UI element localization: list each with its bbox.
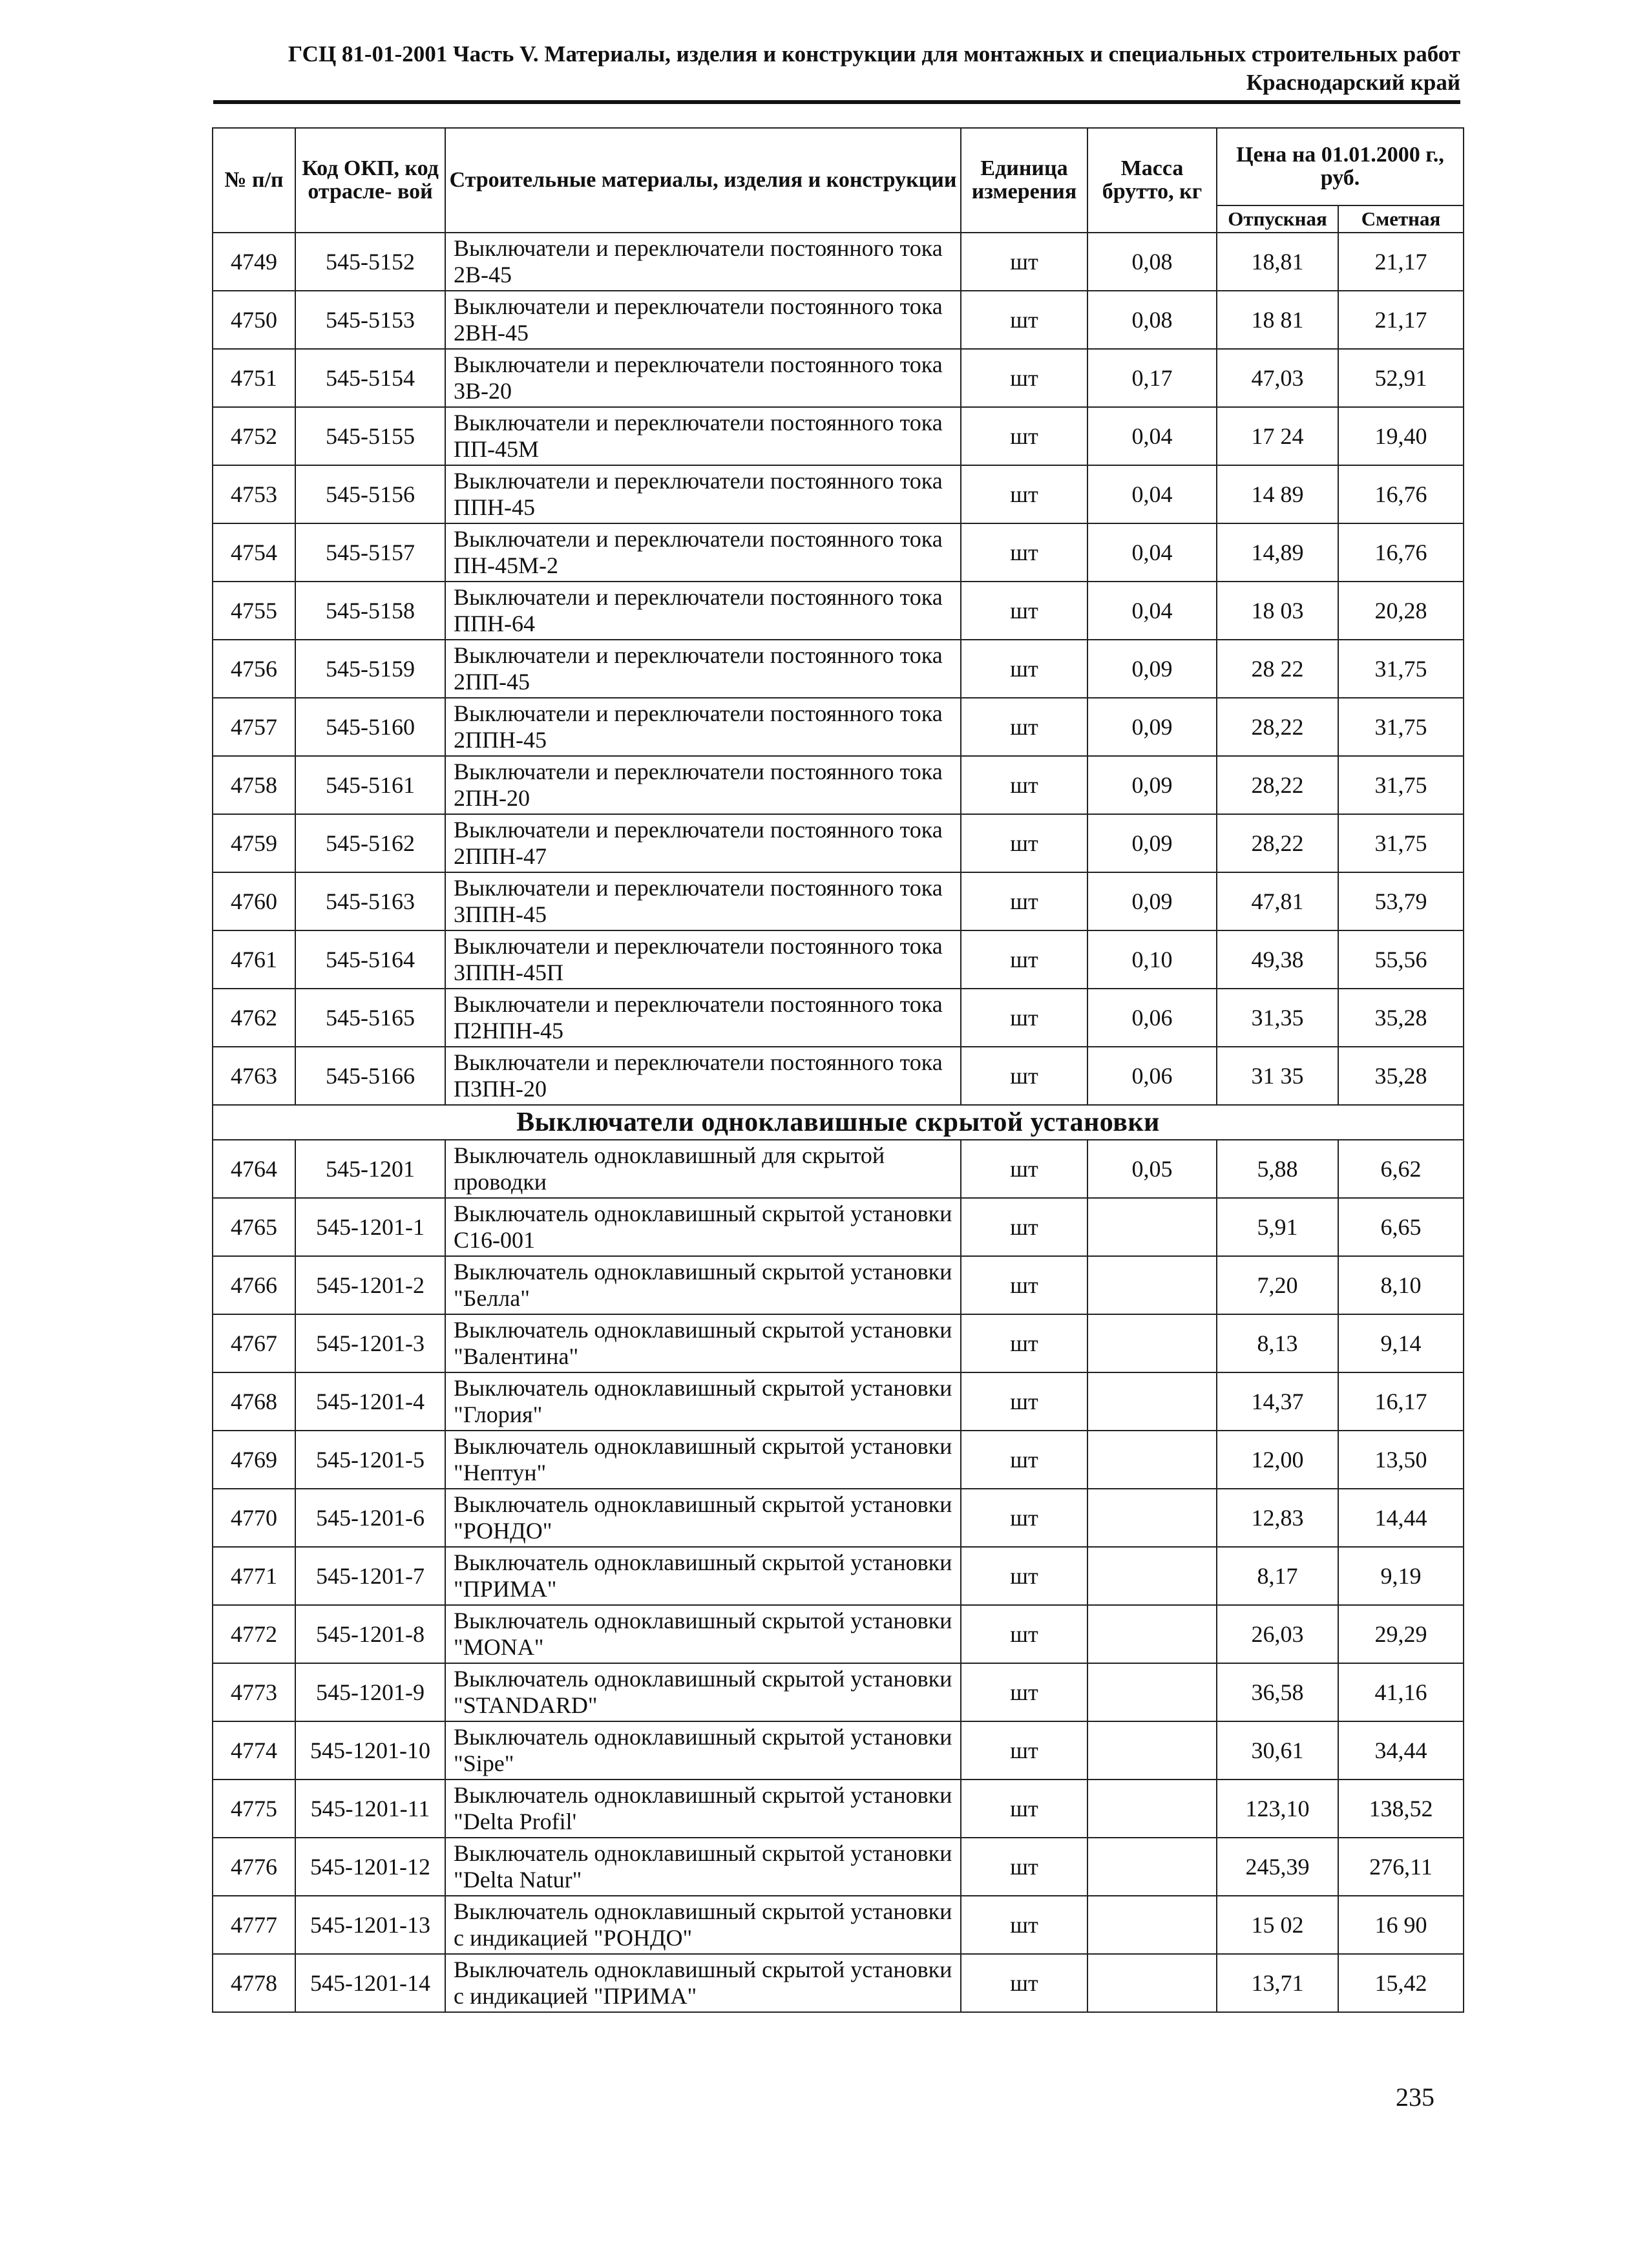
cell-code: 545-5153 bbox=[295, 291, 445, 349]
col-header-unit: Единица измерения bbox=[961, 128, 1087, 233]
cell-estimate: 9,19 bbox=[1338, 1547, 1464, 1605]
header-divider bbox=[213, 100, 1460, 104]
cell-num: 4759 bbox=[213, 814, 295, 872]
cell-estimate: 276,11 bbox=[1338, 1838, 1464, 1896]
cell-release: 12,00 bbox=[1217, 1431, 1338, 1489]
cell-code: 545-1201-5 bbox=[295, 1431, 445, 1489]
cell-unit: шт bbox=[961, 1314, 1087, 1372]
cell-unit: шт bbox=[961, 407, 1087, 465]
section-title: Выключатели одноклавишные скрытой установки bbox=[213, 1105, 1464, 1140]
cell-code: 545-5165 bbox=[295, 989, 445, 1047]
col-header-price: Цена на 01.01.2000 г., руб. bbox=[1217, 128, 1464, 205]
cell-estimate: 35,28 bbox=[1338, 1047, 1464, 1105]
cell-num: 4762 bbox=[213, 989, 295, 1047]
cell-release: 28,22 bbox=[1217, 756, 1338, 814]
cell-name: Выключатель одноклавишный скрытой установки "Глория" bbox=[445, 1372, 961, 1431]
cell-code: 545-5154 bbox=[295, 349, 445, 407]
table-row bbox=[213, 1198, 1464, 1256]
cell-release: 14 89 bbox=[1217, 465, 1338, 523]
cell-name: Выключатель одноклавишный скрытой установки "Валентина" bbox=[445, 1314, 961, 1372]
cell-mass bbox=[1087, 1896, 1217, 1954]
cell-name: Выключатели и переключатели постоянного тока 2В-45 bbox=[445, 233, 961, 291]
table-row bbox=[213, 1140, 1464, 1198]
cell-release: 18 81 bbox=[1217, 291, 1338, 349]
cell-mass bbox=[1087, 1431, 1217, 1489]
cell-name: Выключатель одноклавишный скрытой установки "STANDARD" bbox=[445, 1663, 961, 1721]
cell-mass bbox=[1087, 1721, 1217, 1780]
cell-estimate: 16,76 bbox=[1338, 465, 1464, 523]
cell-estimate: 21,17 bbox=[1338, 291, 1464, 349]
cell-release: 8,13 bbox=[1217, 1314, 1338, 1372]
cell-release: 18,81 bbox=[1217, 233, 1338, 291]
table-row bbox=[213, 814, 1464, 872]
cell-unit: шт bbox=[961, 1780, 1087, 1838]
cell-estimate: 35,28 bbox=[1338, 989, 1464, 1047]
cell-mass: 0,04 bbox=[1087, 523, 1217, 582]
cell-name: Выключатель одноклавишный скрытой установки с индикацией "РОНДО" bbox=[445, 1896, 961, 1954]
cell-unit: шт bbox=[961, 1372, 1087, 1431]
cell-release: 5,91 bbox=[1217, 1198, 1338, 1256]
cell-release: 36,58 bbox=[1217, 1663, 1338, 1721]
cell-release: 245,39 bbox=[1217, 1838, 1338, 1896]
cell-code: 545-1201-7 bbox=[295, 1547, 445, 1605]
cell-release: 49,38 bbox=[1217, 930, 1338, 989]
table-row bbox=[213, 640, 1464, 698]
cell-release: 30,61 bbox=[1217, 1721, 1338, 1780]
cell-estimate: 19,40 bbox=[1338, 407, 1464, 465]
cell-code: 545-5159 bbox=[295, 640, 445, 698]
cell-estimate: 138,52 bbox=[1338, 1780, 1464, 1838]
price-table bbox=[212, 127, 1464, 2013]
cell-code: 545-5161 bbox=[295, 756, 445, 814]
cell-code: 545-5163 bbox=[295, 872, 445, 930]
cell-estimate: 53,79 bbox=[1338, 872, 1464, 930]
cell-code: 545-1201-12 bbox=[295, 1838, 445, 1896]
cell-code: 545-1201-6 bbox=[295, 1489, 445, 1547]
cell-mass: 0,09 bbox=[1087, 814, 1217, 872]
cell-unit: шт bbox=[961, 1547, 1087, 1605]
cell-release: 12,83 bbox=[1217, 1489, 1338, 1547]
cell-num: 4769 bbox=[213, 1431, 295, 1489]
table-row bbox=[213, 989, 1464, 1047]
cell-num: 4757 bbox=[213, 698, 295, 756]
cell-unit: шт bbox=[961, 233, 1087, 291]
cell-code: 545-1201-4 bbox=[295, 1372, 445, 1431]
table-row bbox=[213, 1663, 1464, 1721]
cell-release: 28,22 bbox=[1217, 814, 1338, 872]
table-row bbox=[213, 1954, 1464, 2012]
cell-unit: шт bbox=[961, 1605, 1087, 1663]
cell-name: Выключатель одноклавишный скрытой установки "Delta Profil' bbox=[445, 1780, 961, 1838]
cell-name: Выключатели и переключатели постоянного тока 2ПП-45 bbox=[445, 640, 961, 698]
cell-name: Выключатели и переключатели постоянного тока 2ППН-47 bbox=[445, 814, 961, 872]
cell-unit: шт bbox=[961, 640, 1087, 698]
cell-num: 4750 bbox=[213, 291, 295, 349]
cell-release: 14,89 bbox=[1217, 523, 1338, 582]
cell-estimate: 31,75 bbox=[1338, 814, 1464, 872]
cell-code: 545-5162 bbox=[295, 814, 445, 872]
cell-estimate: 13,50 bbox=[1338, 1431, 1464, 1489]
cell-name: Выключатель одноклавишный скрытой установки "Sipe" bbox=[445, 1721, 961, 1780]
cell-unit: шт bbox=[961, 349, 1087, 407]
cell-estimate: 41,16 bbox=[1338, 1663, 1464, 1721]
cell-num: 4763 bbox=[213, 1047, 295, 1105]
cell-unit: шт bbox=[961, 1489, 1087, 1547]
cell-mass: 0,08 bbox=[1087, 233, 1217, 291]
cell-code: 545-5155 bbox=[295, 407, 445, 465]
cell-estimate: 55,56 bbox=[1338, 930, 1464, 989]
header-region: Краснодарский край bbox=[1246, 70, 1460, 95]
cell-mass: 0,08 bbox=[1087, 291, 1217, 349]
table-row bbox=[213, 1896, 1464, 1954]
cell-name: Выключатель одноклавишный скрытой установки "ПРИМА" bbox=[445, 1547, 961, 1605]
cell-mass bbox=[1087, 1838, 1217, 1896]
header-title: ГСЦ 81-01-2001 Часть V. Материалы, изделия и конструкции для монтажных и специальных строительных работ bbox=[288, 41, 1460, 67]
table-row bbox=[213, 407, 1464, 465]
table-row bbox=[213, 465, 1464, 523]
table-row bbox=[213, 1780, 1464, 1838]
cell-unit: шт bbox=[961, 872, 1087, 930]
cell-name: Выключатель одноклавишный для скрытой проводки bbox=[445, 1140, 961, 1198]
cell-unit: шт bbox=[961, 1896, 1087, 1954]
cell-estimate: 14,44 bbox=[1338, 1489, 1464, 1547]
cell-name: Выключатель одноклавишный скрытой установки "MONA" bbox=[445, 1605, 961, 1663]
cell-mass: 0,10 bbox=[1087, 930, 1217, 989]
table-row bbox=[213, 872, 1464, 930]
cell-unit: шт bbox=[961, 523, 1087, 582]
cell-code: 545-5164 bbox=[295, 930, 445, 989]
cell-name: Выключатели и переключатели постоянного тока 3ППН-45П bbox=[445, 930, 961, 989]
cell-release: 28,22 bbox=[1217, 698, 1338, 756]
cell-name: Выключатель одноклавишный скрытой установки "Нептун" bbox=[445, 1431, 961, 1489]
cell-name: Выключатели и переключатели постоянного тока П2НПН-45 bbox=[445, 989, 961, 1047]
cell-code: 545-5160 bbox=[295, 698, 445, 756]
cell-estimate: 6,65 bbox=[1338, 1198, 1464, 1256]
cell-num: 4770 bbox=[213, 1489, 295, 1547]
page-number: 235 bbox=[1396, 2083, 1434, 2112]
cell-mass bbox=[1087, 1198, 1217, 1256]
cell-num: 4761 bbox=[213, 930, 295, 989]
cell-release: 5,88 bbox=[1217, 1140, 1338, 1198]
cell-unit: шт bbox=[961, 814, 1087, 872]
cell-code: 545-1201-11 bbox=[295, 1780, 445, 1838]
cell-name: Выключатели и переключатели постоянного тока ПП-45М bbox=[445, 407, 961, 465]
cell-num: 4768 bbox=[213, 1372, 295, 1431]
table-row bbox=[213, 1431, 1464, 1489]
cell-unit: шт bbox=[961, 1838, 1087, 1896]
cell-estimate: 52,91 bbox=[1338, 349, 1464, 407]
cell-code: 545-5157 bbox=[295, 523, 445, 582]
cell-estimate: 9,14 bbox=[1338, 1314, 1464, 1372]
cell-mass bbox=[1087, 1605, 1217, 1663]
cell-unit: шт bbox=[961, 989, 1087, 1047]
cell-name: Выключатели и переключатели постоянного тока ППН-45 bbox=[445, 465, 961, 523]
cell-code: 545-1201-1 bbox=[295, 1198, 445, 1256]
cell-num: 4751 bbox=[213, 349, 295, 407]
cell-num: 4754 bbox=[213, 523, 295, 582]
cell-mass: 0,09 bbox=[1087, 698, 1217, 756]
page-header bbox=[213, 40, 1460, 97]
cell-release: 15 02 bbox=[1217, 1896, 1338, 1954]
cell-mass bbox=[1087, 1314, 1217, 1372]
cell-name: Выключатель одноклавишный скрытой установки с индикацией "ПРИМА" bbox=[445, 1954, 961, 2012]
cell-name: Выключатели и переключатели постоянного тока 2ПН-20 bbox=[445, 756, 961, 814]
table-row bbox=[213, 756, 1464, 814]
cell-unit: шт bbox=[961, 1140, 1087, 1198]
cell-num: 4774 bbox=[213, 1721, 295, 1780]
table-row bbox=[213, 1314, 1464, 1372]
table-body bbox=[213, 233, 1464, 2012]
cell-unit: шт bbox=[961, 291, 1087, 349]
cell-estimate: 6,62 bbox=[1338, 1140, 1464, 1198]
cell-estimate: 16,76 bbox=[1338, 523, 1464, 582]
cell-estimate: 15,42 bbox=[1338, 1954, 1464, 2012]
cell-mass bbox=[1087, 1780, 1217, 1838]
cell-num: 4753 bbox=[213, 465, 295, 523]
cell-unit: шт bbox=[961, 1663, 1087, 1721]
cell-release: 47,03 bbox=[1217, 349, 1338, 407]
cell-unit: шт bbox=[961, 582, 1087, 640]
cell-unit: шт bbox=[961, 465, 1087, 523]
cell-mass: 0,17 bbox=[1087, 349, 1217, 407]
cell-mass bbox=[1087, 1372, 1217, 1431]
cell-mass: 0,06 bbox=[1087, 989, 1217, 1047]
cell-code: 545-5156 bbox=[295, 465, 445, 523]
cell-estimate: 31,75 bbox=[1338, 756, 1464, 814]
cell-mass bbox=[1087, 1663, 1217, 1721]
cell-name: Выключатель одноклавишный скрытой установки "Белла" bbox=[445, 1256, 961, 1314]
cell-code: 545-1201-10 bbox=[295, 1721, 445, 1780]
cell-num: 4758 bbox=[213, 756, 295, 814]
cell-num: 4772 bbox=[213, 1605, 295, 1663]
cell-name: Выключатель одноклавишный скрытой установки С16-001 bbox=[445, 1198, 961, 1256]
table-row bbox=[213, 1047, 1464, 1105]
cell-estimate: 20,28 bbox=[1338, 582, 1464, 640]
table-row bbox=[213, 1605, 1464, 1663]
cell-mass: 0,09 bbox=[1087, 756, 1217, 814]
cell-estimate: 16 90 bbox=[1338, 1896, 1464, 1954]
cell-release: 14,37 bbox=[1217, 1372, 1338, 1431]
cell-estimate: 21,17 bbox=[1338, 233, 1464, 291]
cell-code: 545-1201-3 bbox=[295, 1314, 445, 1372]
cell-code: 545-1201-2 bbox=[295, 1256, 445, 1314]
cell-name: Выключатели и переключатели постоянного тока 3ППН-45 bbox=[445, 872, 961, 930]
cell-code: 545-1201-13 bbox=[295, 1896, 445, 1954]
cell-unit: шт bbox=[961, 930, 1087, 989]
table-row bbox=[213, 930, 1464, 989]
cell-mass bbox=[1087, 1256, 1217, 1314]
cell-release: 26,03 bbox=[1217, 1605, 1338, 1663]
cell-num: 4767 bbox=[213, 1314, 295, 1372]
cell-name: Выключатели и переключатели постоянного тока 2ППН-45 bbox=[445, 698, 961, 756]
section-row bbox=[213, 1105, 1464, 1140]
cell-estimate: 16,17 bbox=[1338, 1372, 1464, 1431]
cell-name: Выключатели и переключатели постоянного тока 2ВН-45 bbox=[445, 291, 961, 349]
cell-mass bbox=[1087, 1489, 1217, 1547]
table-row bbox=[213, 1838, 1464, 1896]
table-row bbox=[213, 1721, 1464, 1780]
cell-num: 4752 bbox=[213, 407, 295, 465]
cell-name: Выключатель одноклавишный скрытой установки "РОНДО" bbox=[445, 1489, 961, 1547]
col-header-num: № п/п bbox=[213, 128, 295, 233]
cell-name: Выключатели и переключатели постоянного тока 3В-20 bbox=[445, 349, 961, 407]
table-row bbox=[213, 1256, 1464, 1314]
cell-mass: 0,04 bbox=[1087, 465, 1217, 523]
table-row bbox=[213, 1372, 1464, 1431]
cell-unit: шт bbox=[961, 1047, 1087, 1105]
cell-mass: 0,05 bbox=[1087, 1140, 1217, 1198]
cell-num: 4764 bbox=[213, 1140, 295, 1198]
col-header-code: Код ОКП, код отрасле- вой bbox=[295, 128, 445, 233]
cell-release: 8,17 bbox=[1217, 1547, 1338, 1605]
cell-name: Выключатели и переключатели постоянного тока ПН-45М-2 bbox=[445, 523, 961, 582]
cell-release: 18 03 bbox=[1217, 582, 1338, 640]
cell-num: 4771 bbox=[213, 1547, 295, 1605]
col-header-release-price: Отпускная bbox=[1217, 205, 1338, 233]
cell-estimate: 31,75 bbox=[1338, 698, 1464, 756]
col-header-name: Строительные материалы, изделия и конструкции bbox=[445, 128, 961, 233]
cell-num: 4775 bbox=[213, 1780, 295, 1838]
cell-mass bbox=[1087, 1954, 1217, 2012]
cell-unit: шт bbox=[961, 1954, 1087, 2012]
cell-code: 545-5166 bbox=[295, 1047, 445, 1105]
cell-mass: 0,04 bbox=[1087, 582, 1217, 640]
cell-num: 4749 bbox=[213, 233, 295, 291]
cell-unit: шт bbox=[961, 1431, 1087, 1489]
cell-code: 545-1201-9 bbox=[295, 1663, 445, 1721]
cell-estimate: 34,44 bbox=[1338, 1721, 1464, 1780]
cell-num: 4755 bbox=[213, 582, 295, 640]
table-row bbox=[213, 1489, 1464, 1547]
cell-mass: 0,09 bbox=[1087, 640, 1217, 698]
cell-mass: 0,09 bbox=[1087, 872, 1217, 930]
cell-num: 4773 bbox=[213, 1663, 295, 1721]
cell-release: 13,71 bbox=[1217, 1954, 1338, 2012]
table-row bbox=[213, 233, 1464, 291]
cell-num: 4766 bbox=[213, 1256, 295, 1314]
cell-release: 31 35 bbox=[1217, 1047, 1338, 1105]
cell-mass: 0,06 bbox=[1087, 1047, 1217, 1105]
cell-unit: шт bbox=[961, 698, 1087, 756]
cell-unit: шт bbox=[961, 1256, 1087, 1314]
cell-code: 545-1201-14 bbox=[295, 1954, 445, 2012]
cell-num: 4760 bbox=[213, 872, 295, 930]
col-header-mass: Масса брутто, кг bbox=[1087, 128, 1217, 233]
cell-unit: шт bbox=[961, 1198, 1087, 1256]
cell-num: 4777 bbox=[213, 1896, 295, 1954]
cell-num: 4776 bbox=[213, 1838, 295, 1896]
cell-code: 545-1201 bbox=[295, 1140, 445, 1198]
cell-release: 17 24 bbox=[1217, 407, 1338, 465]
cell-code: 545-5158 bbox=[295, 582, 445, 640]
cell-release: 28 22 bbox=[1217, 640, 1338, 698]
table-row bbox=[213, 523, 1464, 582]
col-header-estimate-price: Сметная bbox=[1338, 205, 1464, 233]
cell-release: 123,10 bbox=[1217, 1780, 1338, 1838]
cell-name: Выключатель одноклавишный скрытой установки "Delta Natur" bbox=[445, 1838, 961, 1896]
cell-release: 47,81 bbox=[1217, 872, 1338, 930]
table-row bbox=[213, 698, 1464, 756]
cell-estimate: 31,75 bbox=[1338, 640, 1464, 698]
cell-estimate: 8,10 bbox=[1338, 1256, 1464, 1314]
cell-unit: шт bbox=[961, 1721, 1087, 1780]
table-row bbox=[213, 291, 1464, 349]
cell-release: 7,20 bbox=[1217, 1256, 1338, 1314]
cell-name: Выключатели и переключатели постоянного тока П3ПН-20 bbox=[445, 1047, 961, 1105]
cell-estimate: 29,29 bbox=[1338, 1605, 1464, 1663]
table-row bbox=[213, 582, 1464, 640]
cell-mass: 0,04 bbox=[1087, 407, 1217, 465]
cell-name: Выключатели и переключатели постоянного тока ППН-64 bbox=[445, 582, 961, 640]
table-row bbox=[213, 349, 1464, 407]
cell-code: 545-1201-8 bbox=[295, 1605, 445, 1663]
cell-num: 4756 bbox=[213, 640, 295, 698]
cell-release: 31,35 bbox=[1217, 989, 1338, 1047]
cell-mass bbox=[1087, 1547, 1217, 1605]
table-row bbox=[213, 1547, 1464, 1605]
cell-num: 4765 bbox=[213, 1198, 295, 1256]
cell-unit: шт bbox=[961, 756, 1087, 814]
cell-num: 4778 bbox=[213, 1954, 295, 2012]
cell-code: 545-5152 bbox=[295, 233, 445, 291]
